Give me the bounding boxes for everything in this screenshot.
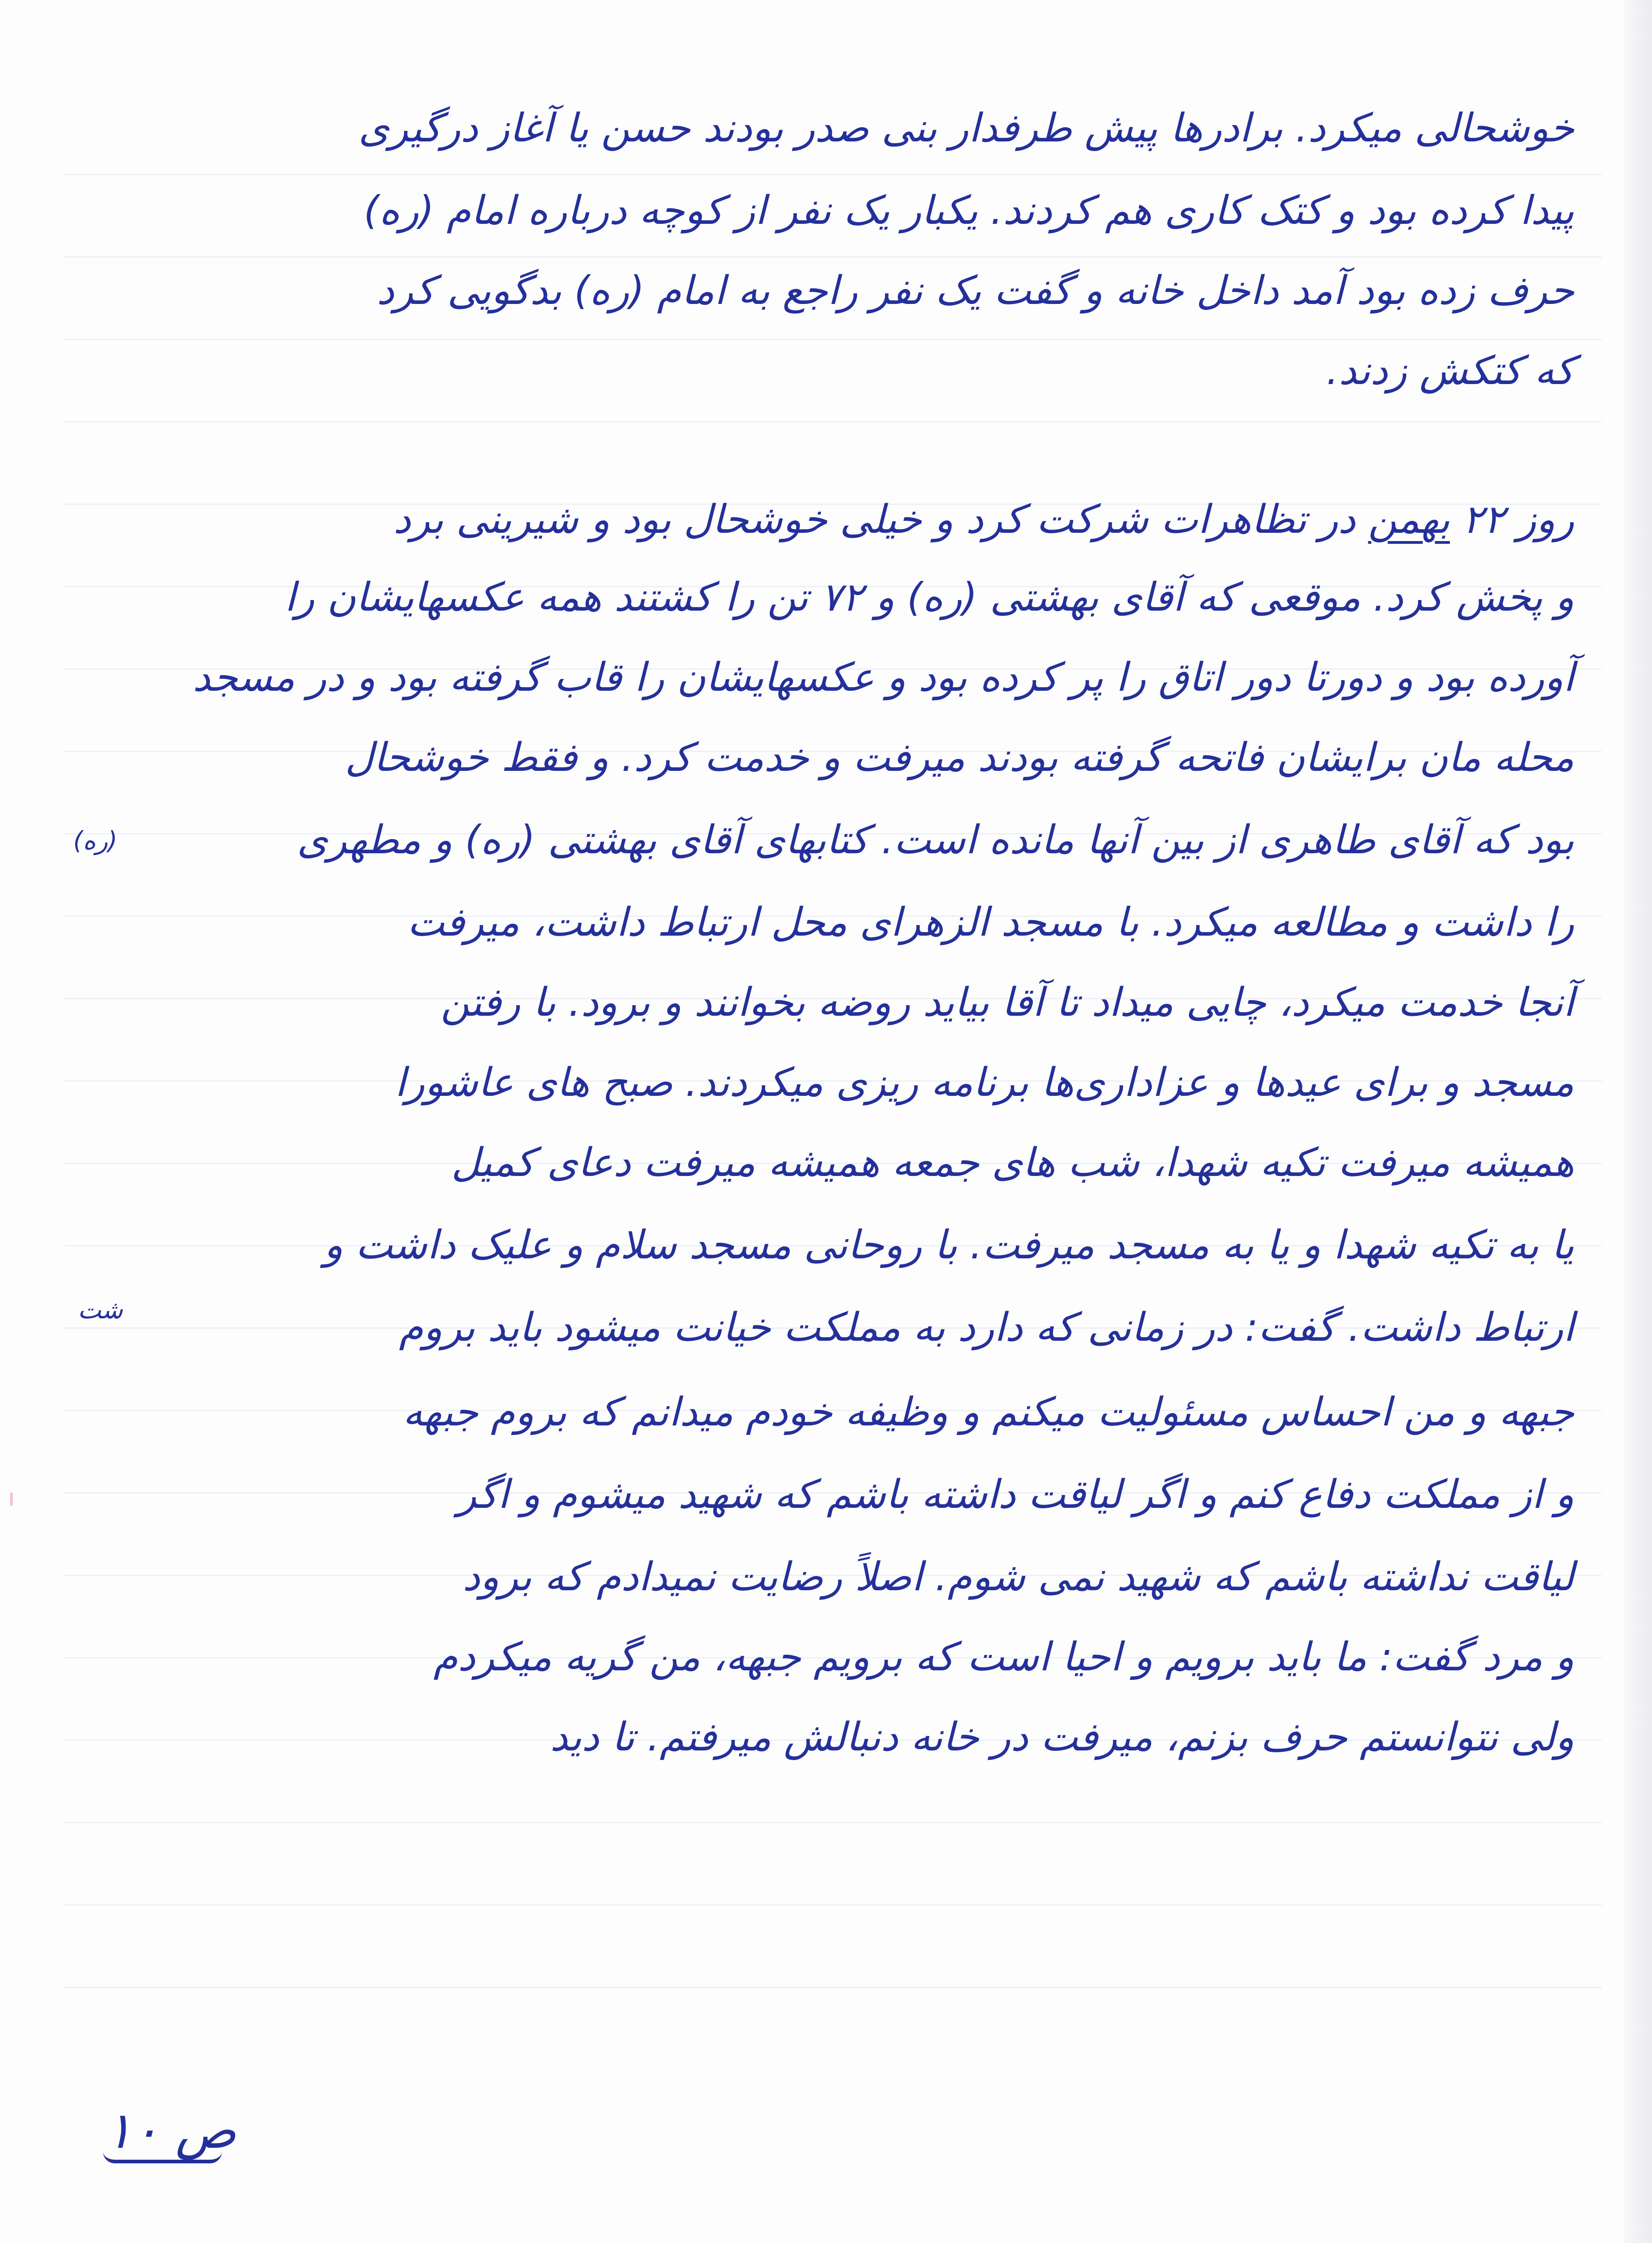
handwritten-line: خوشحالی میکرد. برادرها پیش طرفدار بنی صدر بودند حسن یا آغاز درگیری [358,105,1574,151]
margin-annotation: شت [78,1295,123,1324]
handwritten-line: آنجا خدمت میکرد، چایی میداد تا آقا بیاید روضه بخوانند و برود. با رفتن [441,980,1574,1025]
handwritten-line: که کتکش زدند. [1326,348,1574,394]
margin-mark [10,1492,13,1506]
line-text-end: در تظاهرات شرکت کرد و خیلی خوشحال بود و شیرینی برد [393,497,1368,542]
underlined-word: بهمن [1368,497,1450,542]
ruled-line [64,421,1602,423]
page-number: ص ۱۰ [105,2101,237,2160]
handwritten-line: بود که آقای طاهری از بین آنها مانده است. کتابهای آقای بهشتی (ره) و مطهری [297,817,1574,863]
handwritten-line: مسجد و برای عیدها و عزاداری‌ها برنامه ریزی میکردند. صبح های عاشورا [394,1060,1574,1105]
ruled-line [64,1987,1602,1988]
ruled-line [64,174,1602,175]
handwritten-line: حرف زده بود آمد داخل خانه و گفت یک نفر راجع به امام (ره) بدگویی کرد [377,268,1574,314]
line-text-start: روز ۲۲ [1450,497,1574,542]
handwritten-line: آورده بود و دورتا دور اتاق را پر کرده بود و عکسهایشان را قاب گرفته بود و در مسجد [192,655,1574,700]
handwritten-line: همیشه میرفت تکیه شهدا، شب های جمعه همیشه میرفت دعای کمیل [451,1140,1574,1186]
handwritten-line-with-underline [394,485,1574,554]
handwritten-line: محله مان برایشان فاتحه گرفته بودند میرفت و خدمت کرد. و فقط خوشحال [345,735,1574,780]
handwritten-line: جبهه و من احساس مسئولیت میکنم و وظیفه خودم میدانم که بروم جبهه [403,1389,1574,1435]
margin-annotation: (ره) [73,826,118,855]
handwritten-line: را داشت و مطالعه میکرد. با مسجد الزهرای محل ارتباط داشت، میرفت [407,899,1574,945]
handwritten-line: ارتباط داشت. گفت: در زمانی که دارد به مملکت خیانت میشود باید بروم [399,1305,1574,1350]
handwritten-line: و از مملکت دفاع کنم و اگر لیاقت داشته باشم که شهید میشوم و اگر [457,1472,1574,1517]
ruled-line [64,1904,1602,1906]
handwritten-line: لیاقت نداشته باشم که شهید نمی شوم. اصلاً رضایت نمیدادم که برود [462,1554,1574,1600]
handwritten-line: پیدا کرده بود و کتک کاری هم کردند. یکبار یک نفر از کوچه درباره امام (ره) [363,188,1574,233]
handwritten-line: و مرد گفت: ما باید برویم و احیا است که برویم جبهه، من گریه میکردم [433,1634,1574,1680]
ruled-line [64,1822,1602,1823]
handwritten-line: ولی نتوانستم حرف بزنم، میرفت در خانه دنبالش میرفتم. تا دید [550,1714,1574,1760]
handwritten-line: و پخش کرد. موقعی که آقای بهشتی (ره) و ۷۲ تن را کشتند همه عکسهایشان را [284,574,1574,620]
handwritten-line: یا به تکیه شهدا و یا به مسجد میرفت. با روحانی مسجد سلام و علیک داشت و [324,1222,1574,1268]
paper-edge [1625,0,1652,2243]
page-number-underline [103,2151,222,2163]
